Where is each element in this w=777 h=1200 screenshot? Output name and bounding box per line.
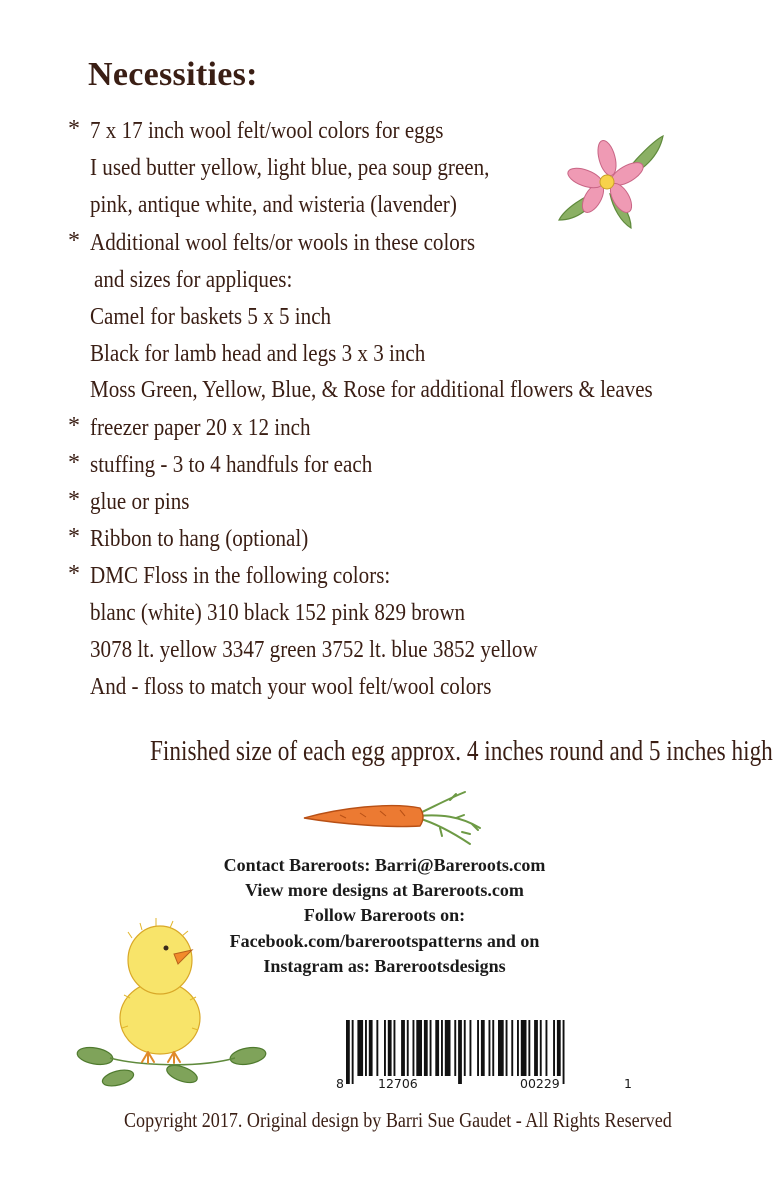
barcode-digits-left: 12706 <box>378 1076 418 1091</box>
barcode-digit-first: 8 <box>336 1076 344 1091</box>
finished-size-note: Finished size of each egg approx. 4 inches round and 5 inches high <box>150 736 773 767</box>
more-designs-link: View more designs at Bareroots.com <box>245 880 524 900</box>
facebook-link: Facebook.com/barerootspatterns and on <box>229 931 540 951</box>
bullet-marker: * <box>68 487 80 513</box>
list-item: Ribbon to hang (optional) <box>90 525 309 552</box>
chick-illustration <box>70 908 275 1093</box>
barcode-digit-last: 1 <box>624 1076 632 1091</box>
bullet-marker: * <box>68 450 80 476</box>
follow-label: Follow Bareroots on: <box>303 905 466 925</box>
list-item: 7 x 17 inch wool felt/wool colors for eggs <box>90 117 444 144</box>
carrot-illustration <box>300 788 500 848</box>
list-item: Moss Green, Yellow, Blue, & Rose for additional flowers & leaves <box>90 376 653 403</box>
barcode-digits-right: 00229 <box>520 1076 560 1091</box>
page-heading: Necessities: <box>88 56 258 93</box>
bullet-marker: * <box>68 413 80 439</box>
list-item: pink, antique white, and wisteria (lavender) <box>90 191 457 218</box>
list-item: stuffing - 3 to 4 handfuls for each <box>90 451 373 478</box>
list-item: 3078 lt. yellow 3347 green 3752 lt. blue 3852 yellow <box>90 636 538 663</box>
list-item: freezer paper 20 x 12 inch <box>90 414 311 441</box>
list-item: Additional wool felts/or wools in these colors <box>90 229 476 256</box>
list-item: and sizes for appliques: <box>94 266 293 293</box>
bullet-marker: * <box>68 116 80 142</box>
list-item: And - floss to match your wool felt/wool colors <box>90 673 492 700</box>
copyright-notice: Copyright 2017. Original design by Barri Sue Gaudet - All Rights Reserved <box>124 1108 672 1132</box>
instagram-link: Instagram as: Barerootsdesigns <box>263 956 506 976</box>
list-item: Black for lamb head and legs 3 x 3 inch <box>90 340 426 367</box>
list-item: Camel for baskets 5 x 5 inch <box>90 303 332 330</box>
list-item: I used butter yellow, light blue, pea soup green, <box>90 154 490 181</box>
list-item: DMC Floss in the following colors: <box>90 562 391 589</box>
pink-flower-illustration <box>555 128 670 238</box>
bullet-marker: * <box>68 561 80 587</box>
list-item: glue or pins <box>90 488 190 515</box>
bullet-marker: * <box>68 524 80 550</box>
contact-email: Contact Bareroots: Barri@Bareroots.com <box>223 855 546 875</box>
list-item: blanc (white) 310 black 152 pink 829 brown <box>90 599 466 626</box>
bullet-marker: * <box>68 228 80 254</box>
